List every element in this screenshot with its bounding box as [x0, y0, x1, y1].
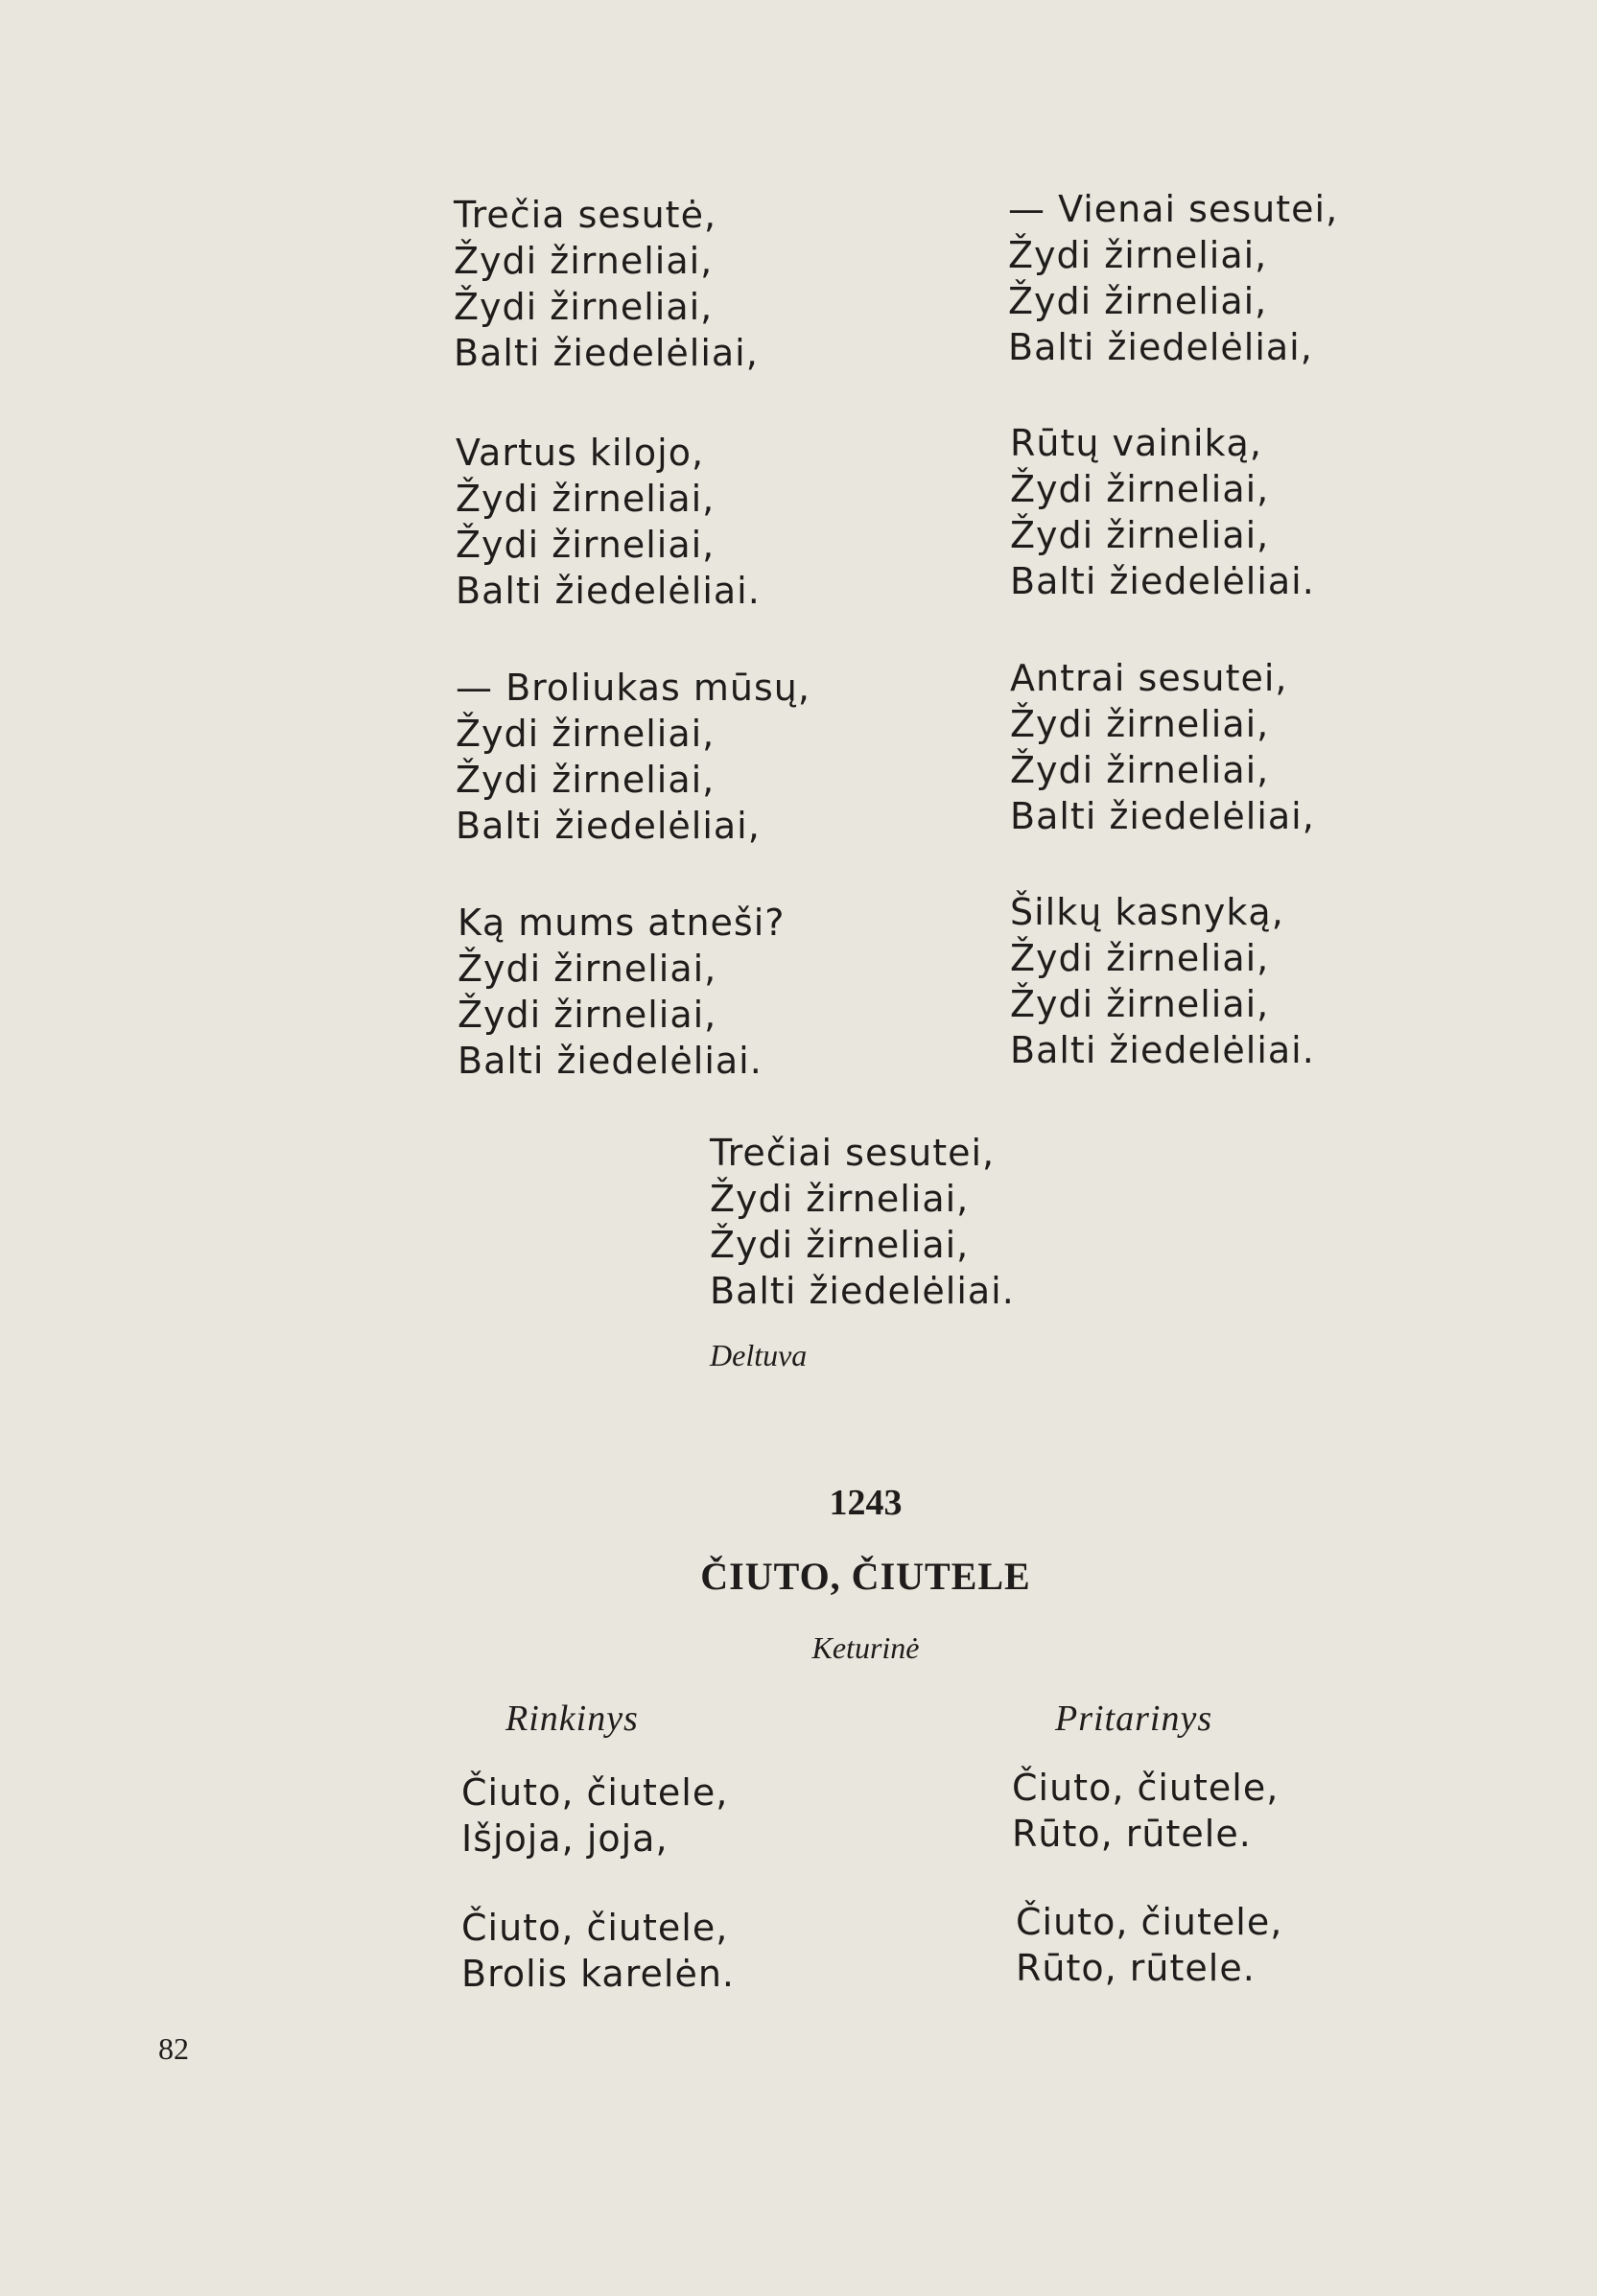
- right-stanza-3: [1010, 655, 1315, 839]
- verse-line: Balti žiedelėliai.: [710, 1270, 1015, 1312]
- verse-line: Žydi žirneliai,: [454, 240, 714, 282]
- verse-line: Žydi žirneliai,: [1010, 937, 1270, 979]
- verse-line: Trečia sesutė,: [454, 194, 717, 236]
- verse-line: Išjoja, joja,: [461, 1817, 669, 1860]
- right-stanza-1: [1008, 186, 1338, 370]
- verse-line: Žydi žirneliai,: [1008, 280, 1268, 322]
- verse-line: Vartus kilojo,: [456, 432, 705, 474]
- verse-line: Rūto, rūtele.: [1012, 1813, 1252, 1855]
- page-number: 82: [158, 2031, 189, 2066]
- verse-line: Šilkų kasnyką,: [1010, 891, 1284, 933]
- song-subtitle: Keturinė: [811, 1630, 920, 1665]
- verse-line: Antrai sesutei,: [1010, 657, 1288, 699]
- verse-line: Žydi žirneliai,: [456, 713, 716, 755]
- verse-line: Žydi žirneliai,: [456, 759, 716, 801]
- verse-line: Čiuto, čiutele,: [461, 1907, 729, 1949]
- verse-line: Žydi žirneliai,: [710, 1224, 970, 1266]
- verse-line: Žydi žirneliai,: [456, 524, 716, 566]
- right-column-header: Pritarinys: [1055, 1699, 1213, 1739]
- verse-line: Ką mums atneši?: [458, 902, 786, 944]
- verse-line: Žydi žirneliai,: [1010, 514, 1270, 556]
- verse-line: Balti žiedelėliai.: [1010, 1029, 1315, 1071]
- left-stanza-3: [456, 665, 810, 849]
- verse-line: Žydi žirneliai,: [458, 994, 717, 1036]
- verse-line: Žydi žirneliai,: [458, 948, 717, 990]
- left-stanza-2: [456, 430, 761, 614]
- verse-line: Žydi žirneliai,: [710, 1178, 970, 1220]
- verse-line: Čiuto, čiutele,: [461, 1771, 729, 1814]
- left-column-header: Rinkinys: [505, 1699, 639, 1739]
- verse-line: Balti žiedelėliai,: [1008, 326, 1313, 368]
- left-stanza-4: [458, 900, 785, 1084]
- verse-line: — Broliukas mūsų,: [456, 667, 810, 709]
- verse-line: — Vienai sesutei,: [1008, 188, 1339, 230]
- verse-line: Žydi žirneliai,: [1008, 234, 1268, 276]
- verse-line: Balti žiedelėliai,: [456, 805, 761, 847]
- left-stanza-1: [454, 192, 759, 376]
- verse-line: Balti žiedelėliai,: [1010, 795, 1315, 837]
- center-stanza: [710, 1130, 1015, 1314]
- verse-line: Balti žiedelėliai.: [458, 1040, 763, 1082]
- verse-line: Rūtų vainiką,: [1010, 422, 1262, 464]
- verse-line: Žydi žirneliai,: [1010, 749, 1270, 791]
- verse-line: Žydi žirneliai,: [456, 478, 716, 520]
- song-right-stanza-1: [1012, 1765, 1279, 1857]
- verse-line: Žydi žirneliai,: [454, 286, 714, 328]
- song-title: ČIUTO, ČIUTELE: [700, 1555, 1031, 1598]
- song-right-stanza-2: [1016, 1899, 1282, 1991]
- verse-line: Balti žiedelėliai.: [1010, 560, 1315, 602]
- place-name: Deltuva: [710, 1338, 808, 1372]
- verse-line: Žydi žirneliai,: [1010, 983, 1270, 1025]
- right-stanza-2: [1010, 420, 1315, 604]
- verse-line: Rūto, rūtele.: [1016, 1947, 1256, 1989]
- verse-line: Brolis karelėn.: [461, 1953, 735, 1995]
- song-left-stanza-1: [461, 1769, 728, 1862]
- right-stanza-4: [1010, 889, 1315, 1073]
- verse-line: Čiuto, čiutele,: [1012, 1767, 1280, 1809]
- song-left-stanza-2: [461, 1905, 735, 1997]
- song-number: 1243: [829, 1483, 903, 1523]
- verse-line: Trečiai sesutei,: [710, 1132, 996, 1174]
- verse-line: Balti žiedelėliai,: [454, 332, 759, 374]
- verse-line: Žydi žirneliai,: [1010, 468, 1270, 510]
- verse-line: Žydi žirneliai,: [1010, 703, 1270, 745]
- verse-line: Čiuto, čiutele,: [1016, 1901, 1283, 1943]
- verse-line: Balti žiedelėliai.: [456, 570, 761, 612]
